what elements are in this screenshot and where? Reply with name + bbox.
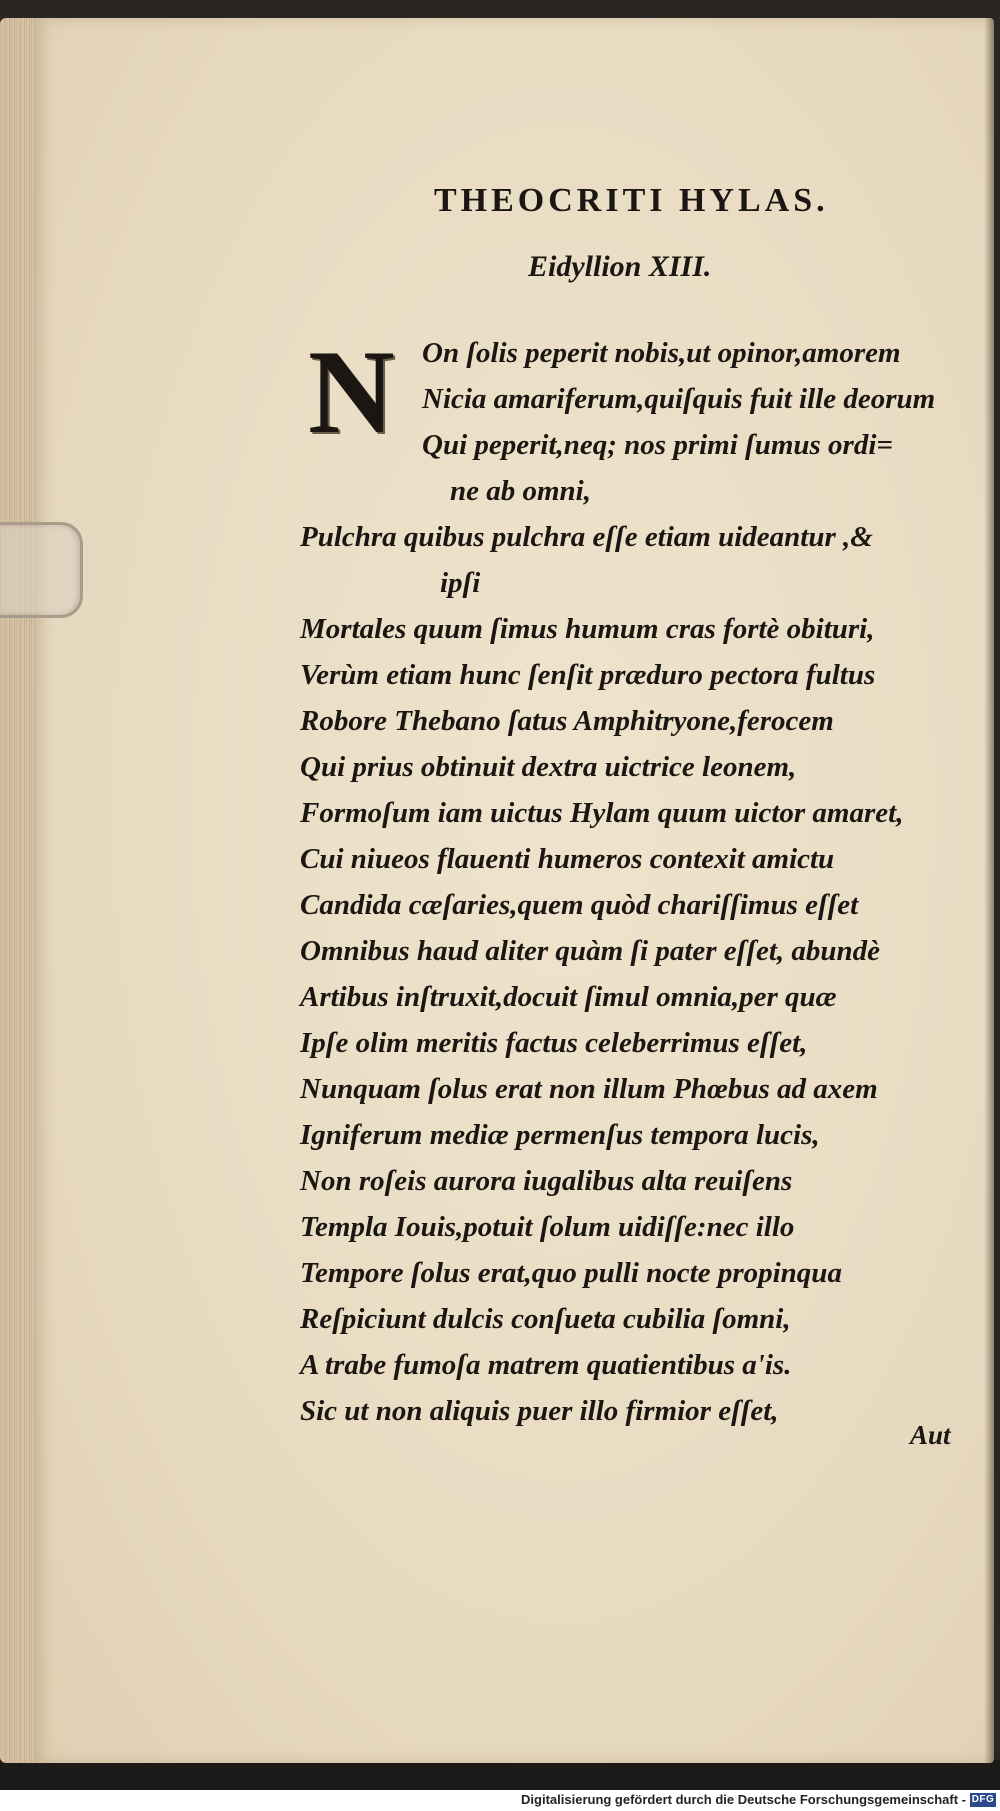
verse-line: Artibus inſtruxit,docuit ſimul omnia,per quæ — [300, 981, 837, 1013]
verse-line: Non roſeis aurora iugalibus alta reuiſens — [300, 1165, 793, 1197]
verse-line: A trabe fumoſa matrem quatientibus a'is. — [300, 1349, 792, 1381]
verse-line: Omnibus haud aliter quàm ſi pater eſſet, abundè — [300, 935, 881, 967]
drop-capital: N — [308, 325, 395, 458]
verse-line: ipſi — [440, 567, 481, 599]
page-subtitle: Eidyllion XIII. — [528, 250, 712, 283]
verse-line: Formoſum iam uictus Hylam quum uictor amaret, — [300, 797, 904, 829]
verse-line: Tempore ſolus erat,quo pulli nocte propinqua — [300, 1257, 842, 1289]
footer-bar — [0, 1790, 1000, 1811]
fore-edge-shadow — [984, 18, 994, 1763]
verse-line: Igniferum mediæ permenſus tempora lucis, — [300, 1119, 820, 1151]
verse-line: Qui prius obtinuit dextra uictrice leonem, — [300, 751, 797, 783]
verse-line: Mortales quum ſimus humum cras fortè obituri, — [300, 613, 875, 645]
page-clip — [0, 522, 83, 618]
verse-line: Sic ut non aliquis puer illo firmior eſſet, — [300, 1395, 779, 1427]
catchword: Aut — [910, 1420, 951, 1450]
verse-line: Candida cæſaries,quem quòd chariſſimus eſſet — [300, 889, 859, 921]
verse-line: Nicia amariferum,quiſquis fuit ille deorum — [422, 383, 936, 415]
verse-line: Ipſe olim meritis factus celeberrimus eſſet, — [300, 1027, 808, 1059]
verse-line: Cui niueos flauenti humeros contexit amictu — [300, 843, 835, 875]
verse-text — [300, 325, 980, 1434]
verse-line: Robore Thebano ſatus Amphitryone,ferocem — [300, 705, 834, 737]
verse-line: Reſpiciunt dulcis conſueta cubilia ſomni, — [300, 1303, 791, 1335]
verse-line: On ſolis peperit nobis,ut opinor,amorem — [422, 337, 901, 369]
verse-line: Pulchra quibus pulchra eſſe etiam uideantur ,& — [300, 521, 873, 553]
verse-line: Qui peperit,neq; nos primi ſumus ordi= — [422, 429, 893, 461]
verse-line: Nunquam ſolus erat non illum Phœbus ad axem — [300, 1073, 878, 1105]
page-title: THEOCRITI HYLAS. — [434, 182, 829, 219]
verse-line: Verùm etiam hunc ſenſit præduro pectora fultus — [300, 659, 876, 691]
dfg-logo-icon: DFG — [971, 1794, 995, 1805]
verse-line: Templa Iouis,potuit ſolum uidiſſe:nec illo — [300, 1211, 795, 1243]
verse-line: ne ab omni, — [450, 475, 591, 507]
footer-credit: Digitalisierung gefördert durch die Deutsche Forschungsgemeinschaft - — [521, 1792, 966, 1807]
scan-bottom-border — [0, 1763, 1000, 1790]
